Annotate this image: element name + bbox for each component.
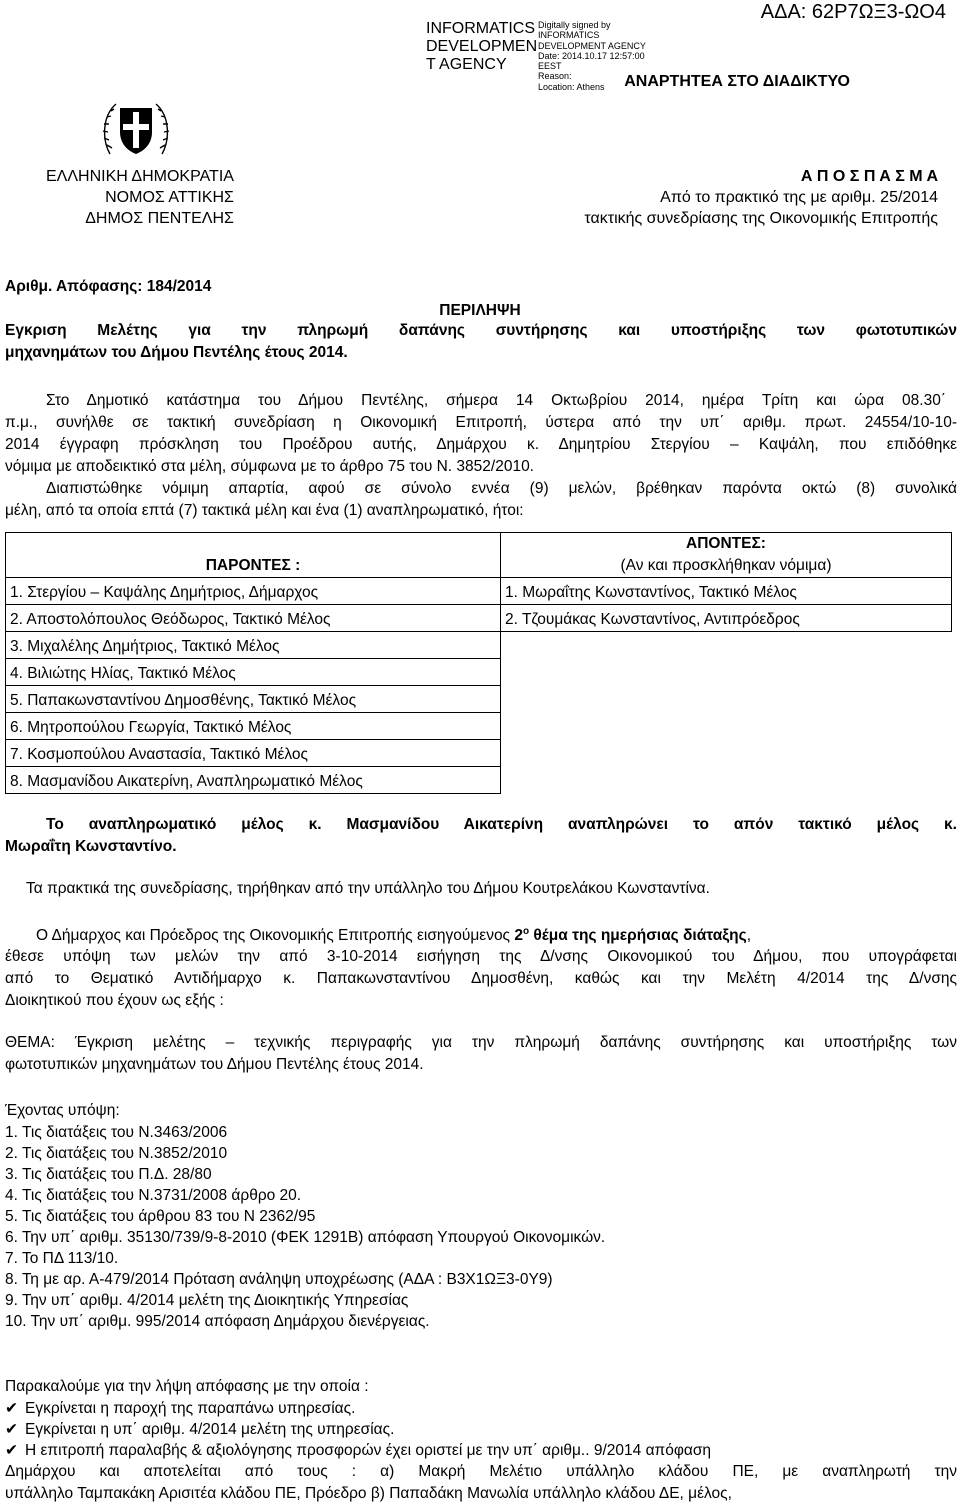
request-continuation: Δημάρχου και αποτελείται από τους : α) Μακρή Μελέτιο υπάλληλο κλάδου ΠΕ, με αναπληρωτή την <box>5 1463 957 1480</box>
present-member: 1. Στεργίου – Καψάλης Δημήτριος, Δήμαρχος <box>6 578 501 605</box>
header-authority: ΕΛΛΗΝΙΚΗ ΔΗΜΟΚΡΑΤΙΑ ΝΟΜΟΣ ΑΤΤΙΚΗΣ ΔΗΜΟΣ ΠΕΝΤΕΛΗΣ <box>46 168 234 227</box>
subject-line-2: φωτοτυπικών μηχανημάτων του Δήμου Πεντέλης έτους 2014. <box>5 1056 424 1073</box>
signature-details: Digitally signed by INFORMATICS DEVELOPMENT AGENCY Date: 2014.10.17 12:57:00 EEST Reason: Location: Athens <box>538 20 646 92</box>
absent-note: (Αν και προσκλήθηκαν νόμιμα) <box>501 555 952 578</box>
summary-line-2: μηχανημάτων του Δήμου Πεντέλης έτους 2014. <box>5 344 348 361</box>
request-title: Παρακαλούμε για την λήψη απόφασης με την οποία : <box>5 1378 369 1395</box>
considering-list <box>5 1124 605 1334</box>
list-item: 10. Την υπ΄ αριθμ. 995/2014 απόφαση Δημάρχου διενέργειας. <box>5 1313 430 1330</box>
list-item: 5. Τις διατάξεις του άρθρου 83 του Ν 2362/95 <box>5 1208 316 1225</box>
subject-line-1: ΘΕΜΑ: Έγκριση μελέτης – τεχνικής περιγραφής για την πληρωμή δαπάνης συντήρησης και υποστήριξης των <box>5 1034 957 1051</box>
summary-line-1: Εγκριση Μελέτης για την πληρωμή δαπάνης συντήρησης και υποστήριξης των φωτοτυπικών <box>5 322 957 339</box>
decision-number: Αριθμ. Απόφασης: 184/2014 <box>5 278 212 295</box>
attendance-table <box>5 532 952 794</box>
absent-member: 1. Μωραΐτης Κωνσταντίνος, Τακτικό Μέλος <box>501 578 952 605</box>
list-item: 8. Τη με αρ. Α-479/2014 Πρόταση ανάληψη υποχρέωσης (ΑΔΑ : Β3Χ1ΩΞ3-0Υ9) <box>5 1271 553 1288</box>
request-list <box>5 1400 957 1463</box>
present-member: 2. Αποστολόπουλος Θεόδωρος, Τακτικό Μέλος <box>6 605 501 632</box>
present-member: 4. Βιλιώτης Ηλίας, Τακτικό Μέλος <box>6 659 501 686</box>
check-mark-icon: ✔ <box>5 1442 18 1459</box>
substitute-line-2: Μωραΐτη Κωνσταντίνο. <box>5 838 177 855</box>
list-item: 6. Την υπ΄ αριθμ. 35130/739/9-8-2010 (ΦΕΚ 1291Β) απόφαση Υπουργού Οικονομικών. <box>5 1229 606 1246</box>
summary-title: ΠΕΡΙΛΗΨΗ <box>439 302 521 319</box>
substitute-line-1: Το αναπληρωματικό μέλος κ. Μασμανίδου Αικατερίνη αναπληρώνει το απόν τακτικό μέλος κ. <box>46 816 957 833</box>
present-member: 8. Μασμανίδου Αικατερίνη, Αναπληρωματικό Μέλος <box>6 767 501 794</box>
present-member: 6. Μητροπούλου Γεωργία, Τακτικό Μέλος <box>6 713 501 740</box>
list-item: 4. Τις διατάξεις του Ν.3731/2008 άρθρο 20. <box>5 1187 302 1204</box>
minutes-keeper: Τα πρακτικά της συνεδρίασης, τηρήθηκαν από την υπάλληλο του Δήμου Κουτρελάκου Κωνσταντίνα. <box>26 880 710 897</box>
check-mark-icon: ✔ <box>5 1421 18 1438</box>
greek-coat-of-arms-icon <box>100 96 172 166</box>
rapporteur-text: Διοικητικού που έχουν ως εξής : <box>5 992 224 1009</box>
check-mark-icon: ✔ <box>5 1400 18 1417</box>
present-member: 3. Μιχαλέλης Δημήτριος, Τακτικό Μέλος <box>6 632 501 659</box>
rapporteur-text: έθεσε υπόψη των μελών την από 3-10-2014 εισήγηση της Δ/νσης Οικονομικού του Δήμου, που υπογράφεται <box>5 948 957 965</box>
ada-code: ΑΔΑ: 62Ρ7ΩΞ3-ΩΟ4 <box>760 1 946 23</box>
list-item: 2. Τις διατάξεις του Ν.3852/2010 <box>5 1145 228 1162</box>
present-member: 5. Παπακωνσταντίνου Δημοσθένης, Τακτικό Μέλος <box>6 686 501 713</box>
considering-title: Έχοντας υπόψη: <box>5 1102 120 1119</box>
rapporteur-line: Ο Δήμαρχος και Πρόεδρος της Οικονομικής Επιτροπής εισηγούμενος $2^o$ θέμα της ημερήσιας διάταξης, <box>36 926 751 945</box>
request-continuation: υπάλληλο Ταμπακάκη Αρισιτέα κλάδου ΠΕ, Πρόεδρο β) Παπαδάκη Μανωλία υπάλληλο κλάδου ΔΕ, μέλος, <box>5 1485 732 1502</box>
list-item: 9. Την υπ΄ αριθμ. 4/2014 μελέτη της Διοικητικής Υπηρεσίας <box>5 1292 409 1309</box>
list-item: 7. Το ΠΔ 113/10. <box>5 1250 119 1267</box>
posted-notice: ΑΝΑΡΤΗΤΕΑ ΣΤΟ ΔΙΑΔΙΚΤΥΟ <box>624 73 850 90</box>
list-item: 3. Τις διατάξεις του Π.Δ. 28/80 <box>5 1166 212 1183</box>
list-item: ✔ Εγκρίνεται η παροχή της παραπάνω υπηρεσίας. <box>5 1400 356 1417</box>
list-item: 1. Τις διατάξεις του Ν.3463/2006 <box>5 1124 228 1141</box>
absent-header: ΑΠΟΝΤΕΣ: <box>501 533 952 556</box>
present-member: 7. Κοσμοπούλου Αναστασία, Τακτικό Μέλος <box>6 740 501 767</box>
rapporteur-text: από το Θεματικό Αντιδήμαρχο κ. Παπακωνσταντίνου Δημοσθένη, καθώς και την Μελέτη 4/2014 της Δ/νσης <box>5 970 957 987</box>
list-item: ✔ Η επιτροπή παραλαβής & αξιολόγησης προσφορών έχει οριστεί με την υπ΄ αριθμ.. 9/2014 απόφαση <box>5 1442 712 1459</box>
list-item: ✔ Εγκρίνεται η υπ΄ αριθμ. 4/2014 μελέτη της υπηρεσίας. <box>5 1421 395 1438</box>
present-header: ΠΑΡΟΝΤΕΣ : <box>6 533 501 578</box>
header-extract: Α Π Ο Σ Π Α Σ Μ Α Από το πρακτικό της με αριθμ. 25/2014 τακτικής συνεδρίασης της Οικονομικής Επιτροπής <box>584 168 938 227</box>
signature-name: INFORMATICS DEVELOPMEN T AGENCY <box>426 20 538 73</box>
absent-member: 2. Τζουμάκας Κωνσταντίνος, Αντιπρόεδρος <box>501 605 952 632</box>
